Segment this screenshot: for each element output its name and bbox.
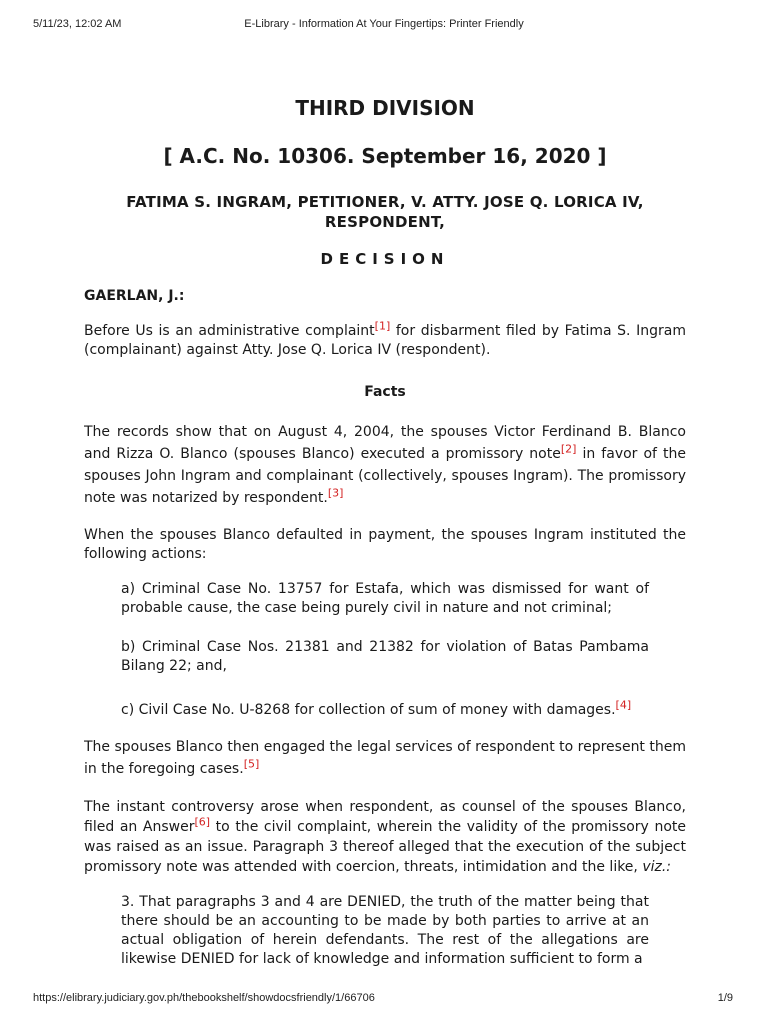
print-datetime: 5/11/23, 12:02 AM (33, 18, 122, 30)
parties-line-1: FATIMA S. INGRAM, PETITIONER, V. ATTY. JOSE Q. LORICA IV, (126, 193, 644, 211)
block-quote: 3. That paragraphs 3 and 4 are DENIED, the truth of the matter being that there should be an accounting to be made by both parties to arrive at an actual obligation of herein defendants. The rest of the allegations are likewise DENIED for lack of knowledge and information sufficient to form a (121, 894, 649, 967)
paragraph-text: The instant controversy arose when respondent, as counsel of the spouses Blanco, filed an Answer (84, 799, 686, 835)
footnote-link-1[interactable]: [1] (374, 319, 391, 333)
parties-line-2: RESPONDENT, (324, 213, 446, 231)
division-heading: THIRD DIVISION (295, 96, 475, 120)
footnote-link-2[interactable]: [2] (560, 442, 577, 456)
footnote-link-4[interactable]: [4] (615, 698, 632, 712)
print-url: https://elibrary.judiciary.gov.ph/thebookshelf/showdocsfriendly/1/66706 (33, 992, 375, 1004)
list-item-a: a) Criminal Case No. 13757 for Estafa, which was dismissed for want of probable cause, the case being purely civil in nature and not criminal; (121, 581, 649, 616)
paragraph-text: in favor of the spouses John Ingram and complainant (collectively, spouses Ingram). The promissory note was notarized by respondent. (84, 446, 686, 506)
list-item-c (121, 698, 649, 720)
document-body (84, 0, 686, 985)
paragraph-emphasis: viz.: (642, 859, 672, 875)
paragraph-text: Before Us is an administrative complaint (84, 323, 375, 339)
print-page-number: 1/9 (717, 992, 733, 1004)
paragraph-records (84, 421, 686, 509)
paragraph-text: to the civil complaint, wherein the validity of the promissory note was raised as an issue. Paragraph 3 thereof alleged that the execution of the subject promissory note was attended with coercion, threats, intimidation and the like, (84, 819, 686, 875)
list-item-text: c) Civil Case No. U-8268 for collection of sum of money with damages. (121, 702, 616, 718)
paragraph-intro (84, 319, 686, 360)
list-item-b: b) Criminal Case Nos. 21381 and 21382 for violation of Batas Pambama Bilang 22; and, (121, 639, 649, 674)
print-footer (33, 992, 735, 1006)
case-number-heading: [ A.C. No. 10306. September 16, 2020 ] (163, 144, 607, 168)
footnote-link-3[interactable]: [3] (327, 486, 344, 500)
paragraph-text: for disbarment filed by Fatima S. Ingram (complainant) against Atty. Jose Q. Lorica IV (respondent). (84, 323, 686, 358)
print-page-title: E-Library - Information At Your Fingertips: Printer Friendly (244, 18, 524, 30)
footnote-link-6[interactable]: [6] (194, 815, 211, 829)
footnote-link-5[interactable]: [5] (243, 757, 260, 771)
case-parties (84, 192, 686, 232)
paragraph-default: When the spouses Blanco defaulted in payment, the spouses Ingram instituted the following actions: (84, 527, 686, 562)
ponente: GAERLAN, J.: (84, 288, 185, 304)
facts-heading: Facts (364, 384, 406, 400)
paragraph-engaged (84, 736, 686, 780)
paragraph-text: The spouses Blanco then engaged the legal services of respondent to represent them in the foregoing cases. (84, 739, 686, 777)
paragraph-text: The records show that on August 4, 2004, the spouses Victor Ferdinand B. Blanco and Rizza O. Blanco (spouses Blanco) executed a promissory note (84, 424, 686, 462)
paragraph-controversy (84, 797, 686, 877)
decision-heading: DECISION (320, 250, 450, 268)
